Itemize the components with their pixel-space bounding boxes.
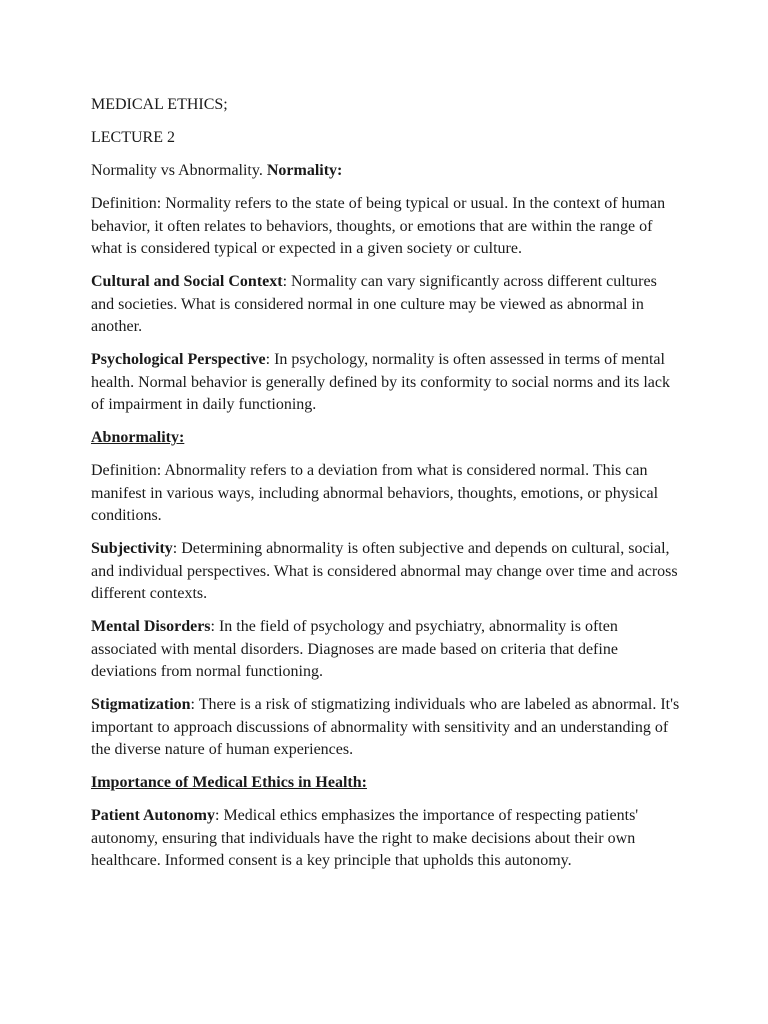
cultural-context-text: : Normality can vary significantly across different cultures and societies. What is considered normal in one culture may be viewed as abnormal in another. xyxy=(91,273,657,335)
topic-line xyxy=(91,160,681,183)
document-body xyxy=(91,94,681,883)
subjectivity-text: : Determining abnormality is often subjective and depends on cultural, social, and individual perspectives. What is considered abnormal may change over time and across different contexts. xyxy=(91,540,678,602)
psychological-perspective-text: : In psychology, normality is often assessed in terms of mental health. Normal behavior is generally defined by its conformity to social norms and its lack of impairment in daily functioning. xyxy=(91,351,670,413)
subjectivity-term: Subjectivity xyxy=(91,540,173,557)
normality-definition: Definition: Normality refers to the state of being typical or usual. In the context of human behavior, it often relates to behaviors, thoughts, or emotions that are within the range of what is considered typical or expected in a given society or culture. xyxy=(91,195,666,257)
psychological-perspective-paragraph xyxy=(91,349,681,417)
patient-autonomy-paragraph xyxy=(91,805,681,873)
subjectivity-paragraph xyxy=(91,538,681,606)
patient-autonomy-text: : Medical ethics emphasizes the importance of respecting patients' autonomy, ensuring that individuals have the right to make decisions about their own healthcare. Informed consent is a key principle that upholds this autonomy. xyxy=(91,807,639,869)
psychological-perspective-term: Psychological Perspective xyxy=(91,351,266,368)
topic-text: Normality vs Abnormality. xyxy=(91,162,267,179)
importance-heading: Importance of Medical Ethics in Health: xyxy=(91,774,367,791)
lecture-label: LECTURE 2 xyxy=(91,129,175,146)
abnormality-definition: Definition: Abnormality refers to a deviation from what is considered normal. This can manifest in various ways, including abnormal behaviors, thoughts, emotions, or physical conditions. xyxy=(91,462,659,524)
stigmatization-text: : There is a risk of stigmatizing individuals who are labeled as abnormal. It's important to approach discussions of abnormality with sensitivity and an understanding of the diverse nature of human experiences. xyxy=(91,696,680,758)
cultural-context-term: Cultural and Social Context xyxy=(91,273,283,290)
mental-disorders-text: : In the field of psychology and psychiatry, abnormality is often associated with mental disorders. Diagnoses are made based on criteria that define deviations from normal functioning. xyxy=(91,618,618,680)
stigmatization-term: Stigmatization xyxy=(91,696,191,713)
normality-heading: Normality: xyxy=(266,162,343,179)
cultural-context-paragraph xyxy=(91,271,681,339)
patient-autonomy-term: Patient Autonomy xyxy=(91,807,215,824)
mental-disorders-term: Mental Disorders xyxy=(91,618,211,635)
document-title: MEDICAL ETHICS; xyxy=(91,96,228,113)
mental-disorders-paragraph xyxy=(91,616,681,684)
abnormality-heading: Abnormality: xyxy=(91,429,185,446)
stigmatization-paragraph xyxy=(91,694,681,762)
